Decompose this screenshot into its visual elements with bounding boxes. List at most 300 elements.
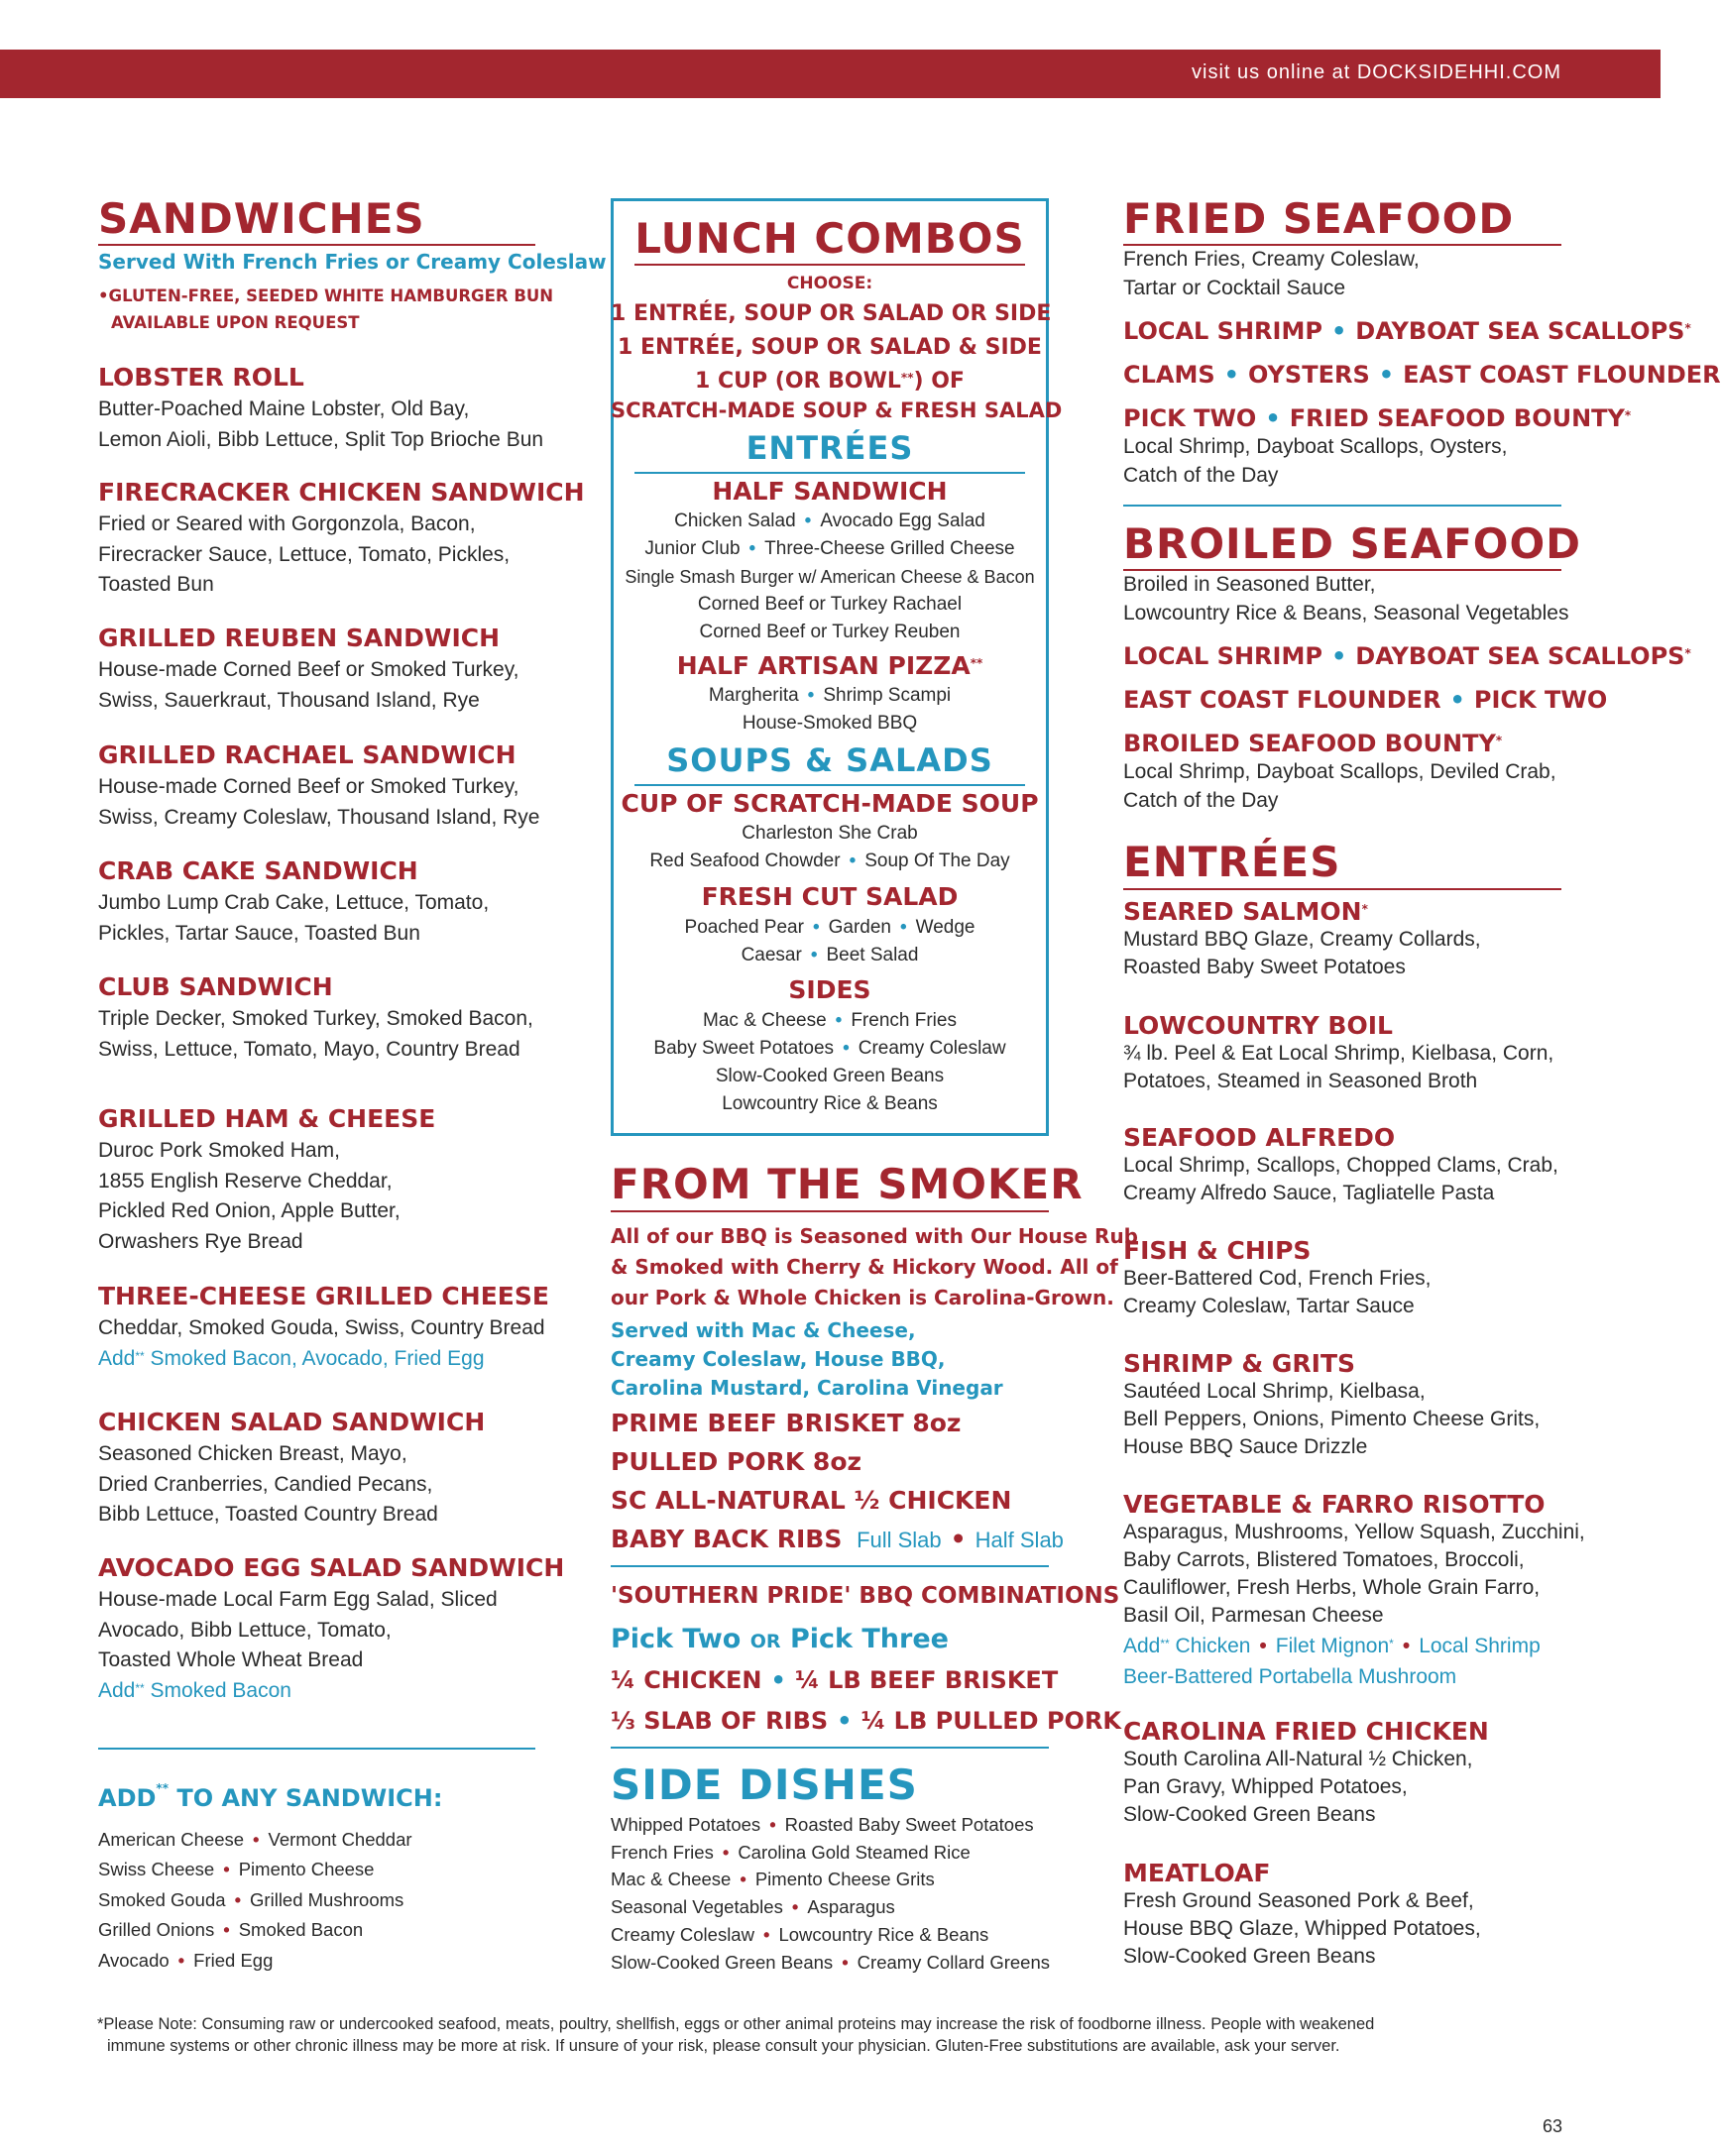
entree-name-text: MEATLOAF — [1123, 1859, 1271, 1887]
served-line: Served with Mac & Cheese, — [611, 1318, 916, 1342]
bullet-icon: • — [1330, 317, 1347, 345]
bullet-icon: • — [770, 1666, 786, 1694]
sandwich-desc — [98, 655, 518, 716]
desc-line: House BBQ Glaze, Whipped Potatoes, — [1123, 1917, 1481, 1940]
desc-line: Triple Decker, Smoked Turkey, Smoked Bacon, — [98, 1007, 533, 1030]
desc-line: Avocado, Bibb Lettuce, Tomato, — [98, 1618, 392, 1642]
desc-line: Cauliflower, Fresh Herbs, Whole Grain Farro, — [1123, 1576, 1541, 1599]
row-item: Slow-Cooked Green Beans — [611, 1951, 834, 1973]
bbq-combo-row — [611, 1702, 1121, 1741]
desc-line: Toasted Whole Wheat Bread — [98, 1648, 364, 1671]
row-item: Junior Club — [644, 538, 741, 559]
desc-line: Swiss, Creamy Coleslaw, Thousand Island, Rye — [98, 805, 540, 829]
row-item: Three-Cheese Grilled Cheese — [764, 538, 1015, 559]
bbq-combo-rule — [611, 1565, 1049, 1567]
sandwich-name: THREE-CHEESE GRILLED CHEESE — [98, 1282, 549, 1310]
choose-label: CHOOSE: — [786, 274, 873, 293]
row-item: Mac & Cheese — [703, 1010, 827, 1031]
addon-prefix: Add — [98, 1678, 136, 1702]
seafood-mark: * — [1684, 321, 1691, 335]
fried-seafood-row — [1123, 312, 1691, 351]
row-item: Roasted Baby Sweet Potatoes — [784, 1814, 1034, 1835]
bullet-icon: • — [1449, 686, 1465, 714]
sandwiches-rule — [98, 244, 535, 246]
broiled-bounty-mark: * — [1495, 734, 1503, 747]
desc-line: Potatoes, Steamed in Seasoned Broth — [1123, 1070, 1478, 1092]
row-item: Fried Egg — [193, 1949, 274, 1971]
lunch-combos-rule — [634, 264, 1025, 266]
sandwich-desc — [98, 1585, 498, 1676]
desc-line: Bell Peppers, Onions, Pimento Cheese Grits, — [1123, 1408, 1541, 1430]
pizza-row — [611, 682, 1049, 710]
seafood-item: DAYBOAT SEA SCALLOPS — [1355, 317, 1685, 345]
add-heading-mark: ** — [156, 1781, 169, 1795]
row-item: Avocado Egg Salad — [820, 511, 985, 531]
row-item: Pimento Cheese Grits — [754, 1869, 935, 1890]
entree-name-text: LOWCOUNTRY BOIL — [1123, 1011, 1393, 1040]
desc-line: Seasoned Chicken Breast, Mayo, — [98, 1442, 407, 1465]
ribs-label: BABY BACK RIBS — [611, 1525, 843, 1553]
desc-line: Swiss, Sauerkraut, Thousand Island, Rye — [98, 688, 480, 712]
row-item: Wedge — [915, 917, 975, 938]
sandwich-desc — [98, 1439, 438, 1531]
entree-desc — [1123, 1887, 1481, 1971]
pizza-heading-mark: ** — [970, 656, 983, 670]
addon-mark: * — [1389, 1637, 1394, 1650]
soup-line: Charleston She Crab — [742, 823, 918, 844]
sandwich-name: GRILLED HAM & CHEESE — [98, 1104, 436, 1133]
entree-mark: * — [1361, 902, 1368, 916]
entree-desc — [1123, 1378, 1540, 1461]
soups-salads-rule — [634, 784, 1025, 786]
bullet-icon: • — [1330, 642, 1347, 670]
lunch-combos-title: LUNCH COMBOS — [634, 214, 1025, 263]
add-on-row — [98, 1946, 412, 1976]
entree-desc — [1123, 1265, 1431, 1320]
side-dishes-title: SIDE DISHES — [611, 1760, 918, 1809]
seafood-item: LOCAL SHRIMP — [1123, 317, 1322, 345]
desc-line: Local Shrimp, Scallops, Chopped Clams, Crab, — [1123, 1154, 1558, 1177]
gluten-free-note-line2: AVAILABLE UPON REQUEST — [111, 313, 360, 332]
add-to-any-sandwich-heading — [98, 1781, 443, 1812]
bullet-icon: • — [804, 511, 812, 531]
bullet-icon: • — [950, 1525, 967, 1553]
page-number: 63 — [1542, 2116, 1562, 2136]
risotto-addons — [1123, 1632, 1541, 1661]
from-the-smoker-title: FROM THE SMOKER — [611, 1160, 1084, 1208]
desc-line: Asparagus, Mushrooms, Yellow Squash, Zucchini, — [1123, 1521, 1585, 1543]
add-on-row — [98, 1915, 412, 1945]
entree-desc — [1123, 1519, 1585, 1630]
smoker-desc-line: & Smoked with Cherry & Hickory Wood. All of — [611, 1255, 1118, 1279]
side-dish-row — [611, 1893, 1050, 1921]
southern-pride-heading: 'SOUTHERN PRIDE' BBQ COMBINATIONS — [611, 1583, 1120, 1609]
note-line: *Please Note: Consuming raw or undercooked seafood, meats, poultry, shellfish, eggs or other animal proteins may increase the risk of foodborne illness. People with weakened — [97, 2015, 1375, 2033]
seafood-item: FRIED SEAFOOD BOUNTY — [1289, 404, 1625, 432]
side-dish-row — [611, 1839, 1050, 1867]
desc-line: Basil Oil, Parmesan Cheese — [1123, 1604, 1384, 1627]
bullet-icon: • — [1259, 1635, 1267, 1657]
half-sandwich-heading: HALF SANDWICH — [712, 477, 948, 506]
bullet-icon: • — [843, 1038, 850, 1059]
salad-row — [611, 914, 1049, 942]
desc-line: Slow-Cooked Green Beans — [1123, 1945, 1376, 1968]
entree-desc — [1123, 926, 1481, 981]
sides-heading: SIDES — [788, 975, 871, 1004]
combo-option-1: 1 ENTRÉE, SOUP OR SALAD OR SIDE — [611, 301, 1052, 326]
desc-line: Creamy Coleslaw, Tartar Sauce — [1123, 1295, 1415, 1317]
bullet-icon: • — [837, 1707, 853, 1735]
desc-line: Mustard BBQ Glaze, Creamy Collards, — [1123, 928, 1481, 951]
fried-seafood-desc — [1123, 246, 1420, 302]
pick-or: OR — [749, 1631, 781, 1652]
desc-line: House-made Corned Beef or Smoked Turkey, — [98, 658, 519, 681]
bullet-icon: • — [234, 1888, 242, 1910]
sandwiches-title: SANDWICHES — [98, 194, 425, 243]
soup-row — [611, 848, 1049, 875]
desc-line: Pan Gravy, Whipped Potatoes, — [1123, 1775, 1408, 1798]
row-item: ⅓ SLAB OF RIBS — [611, 1707, 829, 1735]
add-section-rule — [98, 1748, 535, 1750]
entrees-rule — [634, 472, 1025, 474]
sandwich-addon — [98, 1344, 485, 1374]
seafood-item: EAST COAST FLOUNDER — [1403, 361, 1721, 389]
sandwich-name: CLUB SANDWICH — [98, 972, 333, 1001]
pick-two-or-three — [611, 1620, 949, 1661]
served-line: Creamy Coleslaw, House BBQ, — [611, 1347, 946, 1371]
broiled-seafood-row — [1123, 637, 1691, 676]
row-item: Avocado — [98, 1949, 170, 1971]
row-item: Grilled Mushrooms — [250, 1888, 404, 1910]
desc-line: Baby Carrots, Blistered Tomatoes, Broccoli, — [1123, 1548, 1525, 1571]
entree-name — [1123, 897, 1368, 927]
desc-line: House BBQ Sauce Drizzle — [1123, 1435, 1368, 1458]
risotto-addon-line2: Beer-Battered Portabella Mushroom — [1123, 1665, 1457, 1688]
row-item: Seasonal Vegetables — [611, 1896, 783, 1918]
bullet-icon: • — [769, 1814, 776, 1835]
add-heading-word: ADD — [98, 1784, 157, 1812]
ribs-option: Full Slab — [857, 1528, 942, 1552]
desc-line: ¾ lb. Peel & Eat Local Shrimp, Kielbasa, Corn, — [1123, 1042, 1554, 1065]
entree-desc — [1123, 1746, 1473, 1829]
sandwiches-subtitle: Served With French Fries or Creamy Coleslaw — [98, 250, 607, 274]
row-item: Creamy Coleslaw — [611, 1923, 754, 1945]
desc-line: Dried Cranberries, Candied Pecans, — [98, 1472, 433, 1496]
combo-option-2: 1 ENTRÉE, SOUP OR SALAD & SIDE — [618, 335, 1042, 360]
row-item: French Fries — [851, 1010, 957, 1031]
entree-name-text: VEGETABLE & FARRO RISOTTO — [1123, 1490, 1546, 1519]
row-item: Whipped Potatoes — [611, 1814, 761, 1835]
desc-line: Broiled in Seasoned Butter, — [1123, 573, 1376, 596]
desc-line: Jumbo Lump Crab Cake, Lettuce, Tomato, — [98, 891, 490, 914]
lunch-combos-title-wrap — [611, 216, 1049, 262]
entree-name-text: SEAFOOD ALFREDO — [1123, 1123, 1396, 1152]
entree-name — [1123, 1236, 1311, 1266]
fried-seafood-row — [1123, 356, 1721, 395]
sandwich-name: CHICKEN SALAD SANDWICH — [98, 1408, 486, 1436]
add-on-row — [98, 1885, 412, 1915]
sides-line: Slow-Cooked Green Beans — [715, 1066, 945, 1086]
broiled-seafood-title: BROILED SEAFOOD — [1123, 519, 1582, 568]
sandwich-name: CRAB CAKE SANDWICH — [98, 856, 418, 885]
sandwich-desc — [98, 888, 489, 949]
smoker-rule — [611, 1210, 1049, 1212]
row-item: Vermont Cheddar — [268, 1829, 412, 1850]
seafood-item: CLAMS — [1123, 361, 1215, 389]
salad-row — [611, 942, 1049, 969]
sandwich-desc — [98, 395, 543, 455]
bullet-icon: • — [842, 1951, 849, 1973]
fresh-cut-salad-heading: FRESH CUT SALAD — [701, 882, 959, 911]
seafood-item: EAST COAST FLOUNDER — [1123, 686, 1441, 714]
desc-line: Local Shrimp, Dayboat Scallops, Oysters, — [1123, 435, 1508, 458]
addon-mark: ** — [135, 1680, 145, 1695]
smoker-desc — [611, 1221, 1138, 1313]
desc-line: Local Shrimp, Dayboat Scallops, Deviled Crab, — [1123, 760, 1556, 783]
entrees-subtitle: ENTRÉES — [746, 429, 914, 467]
bullet-icon: • — [1402, 1635, 1411, 1657]
row-item: Red Seafood Chowder — [649, 851, 841, 871]
bbq-combo-row — [611, 1661, 1058, 1700]
desc-line: Bibb Lettuce, Toasted Country Bread — [98, 1503, 438, 1526]
add-on-list — [98, 1825, 412, 1976]
seafood-item: PICK TWO — [1473, 686, 1608, 714]
row-item: Creamy Collard Greens — [857, 1951, 1050, 1973]
desc-line: Orwashers Rye Bread — [98, 1229, 303, 1253]
half-sandwich-row — [611, 535, 1049, 563]
desc-line: Toasted Bun — [98, 573, 214, 596]
combo-option-3-end: ) OF — [913, 369, 965, 394]
side-dishes-top-rule — [611, 1747, 1049, 1749]
entree-desc — [1123, 1152, 1558, 1207]
sandwich-addon — [98, 1676, 291, 1706]
desc-line: Sautéed Local Shrimp, Kielbasa, — [1123, 1380, 1426, 1403]
desc-line: 1855 English Reserve Cheddar, — [98, 1169, 393, 1192]
sandwich-desc — [98, 1313, 545, 1344]
desc-line: Firecracker Sauce, Lettuce, Tomato, Pickles, — [98, 542, 511, 566]
desc-line: House-made Local Farm Egg Salad, Sliced — [98, 1588, 498, 1611]
row-item: Grilled Onions — [98, 1919, 215, 1941]
smoker-desc-line: All of our BBQ is Seasoned with Our House Rub — [611, 1224, 1138, 1248]
bullet-icon: • — [899, 917, 907, 938]
desc-line: Catch of the Day — [1123, 788, 1279, 812]
served-line: Carolina Mustard, Carolina Vinegar — [611, 1376, 1003, 1400]
add-heading-rest: TO ANY SANDWICH: — [168, 1784, 443, 1812]
soups-salads-subtitle: SOUPS & SALADS — [666, 741, 993, 779]
half-sandwich-line: Corned Beef or Turkey Rachael — [697, 594, 963, 615]
top-banner — [0, 50, 1661, 98]
row-item: Baby Sweet Potatoes — [653, 1038, 835, 1059]
fried-bounty-desc — [1123, 433, 1508, 490]
row-item: French Fries — [611, 1841, 714, 1863]
half-sandwich-line: Corned Beef or Turkey Reuben — [699, 622, 961, 642]
desc-line: Pickles, Tartar Sauce, Toasted Bun — [98, 921, 420, 945]
desc-line: Duroc Pork Smoked Ham, — [98, 1139, 340, 1162]
seafood-item: PICK TWO — [1123, 404, 1257, 432]
desc-line: House-made Corned Beef or Smoked Turkey, — [98, 775, 519, 798]
cup-soup-heading: CUP OF SCRATCH-MADE SOUP — [621, 789, 1039, 818]
desc-line: Slow-Cooked Green Beans — [1123, 1803, 1376, 1826]
addon-prefix: Add — [98, 1346, 136, 1370]
desc-line: French Fries, Creamy Coleslaw, — [1123, 248, 1420, 271]
row-item: Swiss Cheese — [98, 1859, 215, 1880]
pick-three: Pick Three — [789, 1624, 949, 1654]
bullet-icon: • — [253, 1829, 260, 1850]
half-sandwich-line: Single Smash Burger w/ American Cheese & Bacon — [625, 567, 1035, 587]
addon-prefix: Add — [1123, 1635, 1161, 1657]
sandwich-desc — [98, 1004, 533, 1065]
entree-name — [1123, 1011, 1393, 1041]
ribs-option: Half Slab — [975, 1528, 1064, 1552]
broiled-seafood-row — [1123, 681, 1607, 720]
smoker-item: PULLED PORK 8oz — [611, 1447, 862, 1476]
desc-line: Roasted Baby Sweet Potatoes — [1123, 956, 1406, 978]
sandwich-name: GRILLED REUBEN SANDWICH — [98, 624, 501, 652]
row-item: Creamy Coleslaw — [858, 1038, 1006, 1059]
sides-line: Lowcountry Rice & Beans — [722, 1093, 938, 1114]
row-item: Smoked Gouda — [98, 1888, 226, 1910]
addon-option: Filet Mignon — [1275, 1635, 1390, 1657]
broiled-bounty-desc — [1123, 758, 1556, 815]
entrees-title: ENTRÉES — [1123, 838, 1341, 886]
row-item: American Cheese — [98, 1829, 245, 1850]
desc-line: Creamy Alfredo Sauce, Tagliatelle Pasta — [1123, 1182, 1495, 1204]
seafood-mark: * — [1684, 646, 1691, 660]
desc-line: Fresh Ground Seasoned Pork & Beef, — [1123, 1889, 1474, 1912]
bullet-icon: • — [791, 1896, 799, 1918]
addon-mark: ** — [1160, 1637, 1170, 1650]
smoker-item: PRIME BEEF BRISKET 8oz — [611, 1409, 962, 1437]
bullet-icon: • — [762, 1923, 770, 1945]
bullet-icon: • — [1265, 404, 1281, 432]
entree-name — [1123, 1123, 1395, 1153]
side-dish-row — [611, 1866, 1050, 1893]
side-dish-row — [611, 1811, 1050, 1839]
side-dishes-list — [611, 1811, 1050, 1976]
bullet-icon: • — [722, 1841, 730, 1863]
baby-back-ribs — [611, 1520, 1064, 1559]
desc-line: South Carolina All-Natural ½ Chicken, — [1123, 1748, 1473, 1770]
entrees-rule — [1123, 888, 1561, 890]
bullet-icon: • — [1378, 361, 1395, 389]
entree-name — [1123, 1349, 1355, 1379]
row-item: Mac & Cheese — [611, 1869, 732, 1890]
sandwich-name: LOBSTER ROLL — [98, 363, 304, 392]
note-line: immune systems or other chronic illness may be more at risk. If unsure of your risk, please consult your physician. Gluten-Free substitutions are available, ask your server. — [107, 2037, 1340, 2055]
bullet-icon: • — [810, 945, 818, 965]
row-item: Pimento Cheese — [238, 1859, 375, 1880]
entree-name-text: FISH & CHIPS — [1123, 1236, 1312, 1265]
desc-line: Swiss, Lettuce, Tomato, Mayo, Country Bread — [98, 1037, 520, 1061]
desc-line: Tartar or Cocktail Sauce — [1123, 276, 1346, 299]
row-item: ¼ LB BEEF BRISKET — [794, 1666, 1059, 1694]
row-item: Carolina Gold Steamed Rice — [738, 1841, 971, 1863]
sides-row — [611, 1007, 1049, 1035]
fried-seafood-title: FRIED SEAFOOD — [1123, 194, 1515, 243]
entree-name-text: SHRIMP & GRITS — [1123, 1349, 1356, 1378]
entree-name-text: SEARED SALMON — [1123, 897, 1362, 926]
desc-line: Catch of the Day — [1123, 463, 1279, 487]
add-on-row — [98, 1825, 412, 1855]
row-item: Asparagus — [807, 1896, 895, 1918]
sides-row — [611, 1035, 1049, 1063]
combo-option-3-line2: SCRATCH-MADE SOUP & FRESH SALAD — [611, 398, 1063, 422]
desc-line: Lowcountry Rice & Beans, Seasonal Vegetables — [1123, 601, 1569, 624]
bullet-icon: • — [1223, 361, 1239, 389]
smoker-desc-line: our Pork & Whole Chicken is Carolina-Grown. — [611, 1286, 1114, 1309]
bullet-icon: • — [223, 1919, 230, 1941]
broiled-bounty-label: BROILED SEAFOOD BOUNTY — [1123, 730, 1496, 757]
bullet-icon: • — [807, 685, 815, 706]
addon-text: Smoked Bacon, Avocado, Fried Egg — [144, 1346, 485, 1370]
seafood-item: OYSTERS — [1248, 361, 1370, 389]
side-dish-row — [611, 1921, 1050, 1949]
sandwich-desc — [98, 772, 539, 833]
desc-line: Butter-Poached Maine Lobster, Old Bay, — [98, 397, 470, 420]
addon-mark: ** — [135, 1348, 145, 1363]
bullet-icon: • — [849, 851, 857, 871]
side-dish-row — [611, 1949, 1050, 1977]
smoker-item: SC ALL-NATURAL ½ CHICKEN — [611, 1486, 1012, 1515]
row-item: Garden — [828, 917, 891, 938]
addon-text: Smoked Bacon — [144, 1678, 291, 1702]
pizza-heading-text: HALF ARTISAN PIZZA — [676, 651, 971, 680]
addon-option: Local Shrimp — [1419, 1635, 1541, 1657]
entree-name-text: CAROLINA FRIED CHICKEN — [1123, 1717, 1489, 1746]
bullet-icon: • — [177, 1949, 185, 1971]
sandwich-name: AVOCADO EGG SALAD SANDWICH — [98, 1553, 565, 1582]
sandwich-desc — [98, 1136, 401, 1257]
combo-option-3 — [611, 365, 1049, 397]
bullet-icon: • — [740, 1869, 746, 1890]
desc-line: Cheddar, Smoked Gouda, Swiss, Country Bread — [98, 1316, 545, 1339]
row-item: Soup Of The Day — [864, 851, 1010, 871]
seafood-mark: * — [1624, 408, 1632, 422]
desc-line: Pickled Red Onion, Apple Butter, — [98, 1199, 401, 1222]
seafood-item: DAYBOAT SEA SCALLOPS — [1355, 642, 1685, 670]
broiled-seafood-desc — [1123, 571, 1568, 627]
row-item: ¼ CHICKEN — [611, 1666, 762, 1694]
sandwich-desc — [98, 510, 510, 601]
row-item: Poached Pear — [684, 917, 804, 938]
entree-name — [1123, 1859, 1270, 1888]
sandwich-name: FIRECRACKER CHICKEN SANDWICH — [98, 478, 585, 507]
row-item: ¼ LB PULLED PORK — [860, 1707, 1122, 1735]
smoker-served-with — [611, 1316, 1003, 1403]
seafood-item: LOCAL SHRIMP — [1123, 642, 1322, 670]
fried-seafood-bottom-rule — [1123, 505, 1561, 507]
row-item: Margherita — [708, 685, 799, 706]
pick-two: Pick Two — [611, 1624, 742, 1654]
entree-name — [1123, 1717, 1489, 1747]
bullet-icon: • — [223, 1859, 230, 1880]
bullet-icon: • — [748, 538, 756, 559]
row-item: Caesar — [741, 945, 802, 965]
combo-option-3-mark: ** — [900, 371, 914, 385]
food-safety-note — [97, 2013, 1564, 2057]
gluten-free-note-line1: •GLUTEN-FREE, SEEDED WHITE HAMBURGER BUN — [98, 286, 554, 305]
entree-desc — [1123, 1040, 1553, 1095]
pizza-line: House-Smoked BBQ — [742, 713, 918, 734]
row-item: Lowcountry Rice & Beans — [778, 1923, 989, 1945]
desc-line: Beer-Battered Cod, French Fries, — [1123, 1267, 1432, 1290]
half-sandwich-row — [611, 508, 1049, 535]
row-item: Smoked Bacon — [238, 1919, 364, 1941]
website-link[interactable]: visit us online at DOCKSIDEHHI.COM — [1192, 61, 1561, 83]
sandwich-name: GRILLED RACHAEL SANDWICH — [98, 740, 516, 769]
bullet-icon: • — [812, 917, 820, 938]
half-artisan-pizza-heading — [611, 650, 1049, 682]
